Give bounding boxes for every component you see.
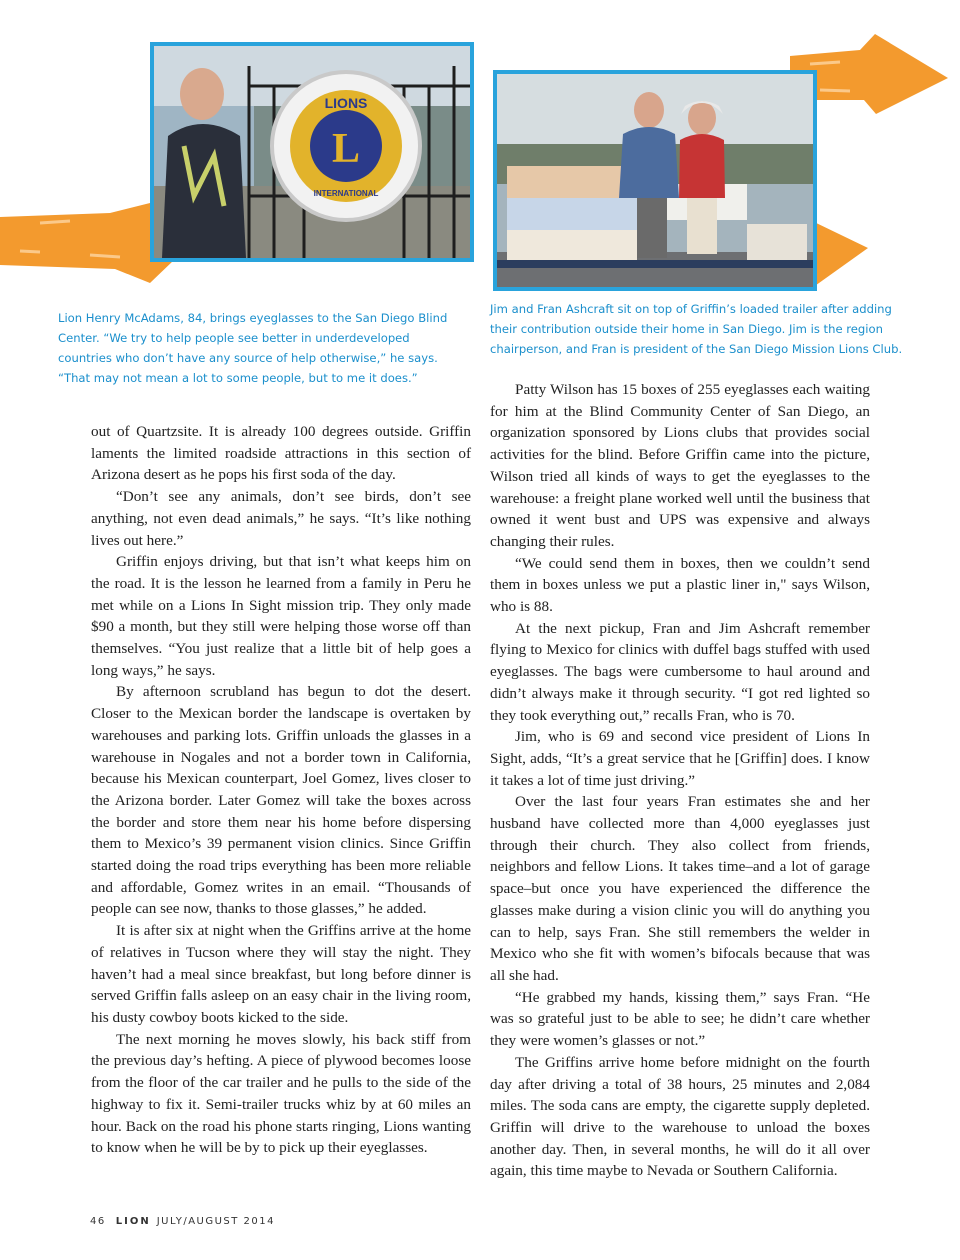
photo-ashcrafts-trailer-image — [497, 74, 813, 287]
article-paragraph: The Griffins arrive home before midnight on the fourth day after driving a total of 38 hours, 25 minutes and 2,084 miles. The soda cans are empty, the cigarette supply depleted. Griffin will drive to the warehouse to unload the boxes another day. Then, in several months, he will do it all over again, this time maybe to Nevada or Southern California. — [490, 1053, 870, 1180]
article-paragraph: “Don’t see any animals, don’t see birds, don’t see anything, not even dead animals,” he says. “It’s like nothing lives out here.” — [91, 488, 471, 549]
article-paragraph: Patty Wilson has 15 boxes of 255 eyeglasses each waiting for him at the Blind Community Center of San Diego, an organization sponsored by Lions clubs that provides social activities for the blind. Before Griffin came into the picture, Wilson tried all kinds of ways to get the eyeglasses to the warehouse: a freight plane worked well until the business that owned it went bust and UPS was expensive and always changing their rules. — [490, 381, 870, 550]
page-number: 46 — [90, 1216, 106, 1227]
page-footer — [90, 1216, 275, 1227]
photo-henry-mcadams — [150, 42, 474, 262]
article-paragraph: Over the last four years Fran estimates she and her husband have collected more than 4,000 eyeglasses just through their church. They also collect from friends, neighbors and fellow Lions. It takes time–and a lot of garage space–but once you have experienced the difference the glasses make during a vision clinic you will do anything you can to help, says Fran. She still remembers the welder in Mexico who she fit with women’s bifocals because that was all she had. — [490, 793, 870, 984]
article-left-column — [91, 421, 471, 1159]
caption-right-photo: Jim and Fran Ashcraft sit on top of Griffin’s loaded trailer after adding their contribution outside their home in San Diego. Jim is the region chairperson, and Fran is president of the San Diego Mission Lions Club. — [490, 302, 903, 356]
article-paragraph: By afternoon scrubland has begun to dot the desert. Closer to the Mexican border the landscape is overtaken by warehouses and parking lots. Griffin unloads the glasses in a warehouse in Nogales and not a border town in California, because his Mexican counterpart, Joel Gomez, lives closer to the Arizona border. Later Gomez will take the boxes across the border and store them near his home before dispersing them to Mexico’s 39 permanent vision clinics. Since Griffin started doing the road trips everything has been more reliable and affordable, Gomez writes in an email. “Thousands of people can see now, thanks to those glasses,” he added. — [91, 683, 471, 918]
issue-date: JULY/AUGUST 2014 — [156, 1216, 276, 1227]
lions-emblem-top-text: LIONS — [324, 95, 368, 111]
article-paragraph: Jim, who is 69 and second vice president of Lions In Sight, adds, “It’s a great service that he [Griffin] does. I know it takes a lot of time just driving.” — [490, 728, 870, 789]
article-right-column — [490, 379, 870, 1182]
caption-left-photo: Lion Henry McAdams, 84, brings eyeglasses to the San Diego Blind Center. “We try to help people see better in underdeveloped countries who don’t have any source of help otherwise,” he says. “That may not mean a lot to some people, but to me it does.” — [58, 311, 448, 385]
article-paragraph: It is after six at night when the Griffins arrive at the home of relatives in Tucson where they will stay the night. They haven’t had a meal since breakfast, but long before dinner is served Griffin falls asleep on an easy chair in the living room, his dusty cowboy boots kicked to the side. — [91, 922, 471, 1026]
article-paragraph: “He grabbed my hands, kissing them,” says Fran. “He was so grateful just to be able to see; he didn’t care whether they were women’s glasses or not.” — [490, 988, 870, 1050]
photo-henry-mcadams-image — [154, 46, 470, 258]
magazine-name: LION — [115, 1216, 151, 1227]
photo-ashcrafts-trailer — [493, 70, 817, 291]
article-paragraph: At the next pickup, Fran and Jim Ashcraft remember flying to Mexico for clinics with duffel bags stuffed with used eyeglasses. The bags were cumbersome to haul around and didn’t always make it through security. “I got red lighted so they took everything out,” recalls Fran, who is 70. — [490, 619, 870, 724]
lions-emblem-letter: L — [331, 126, 361, 172]
article-paragraph: out of Quartzsite. It is already 100 degrees outside. Griffin laments the limited roadside attractions in this section of Arizona desert as he pops his first soda of the day. — [91, 423, 471, 484]
lions-emblem-bottom-text: INTERNATIONAL — [313, 189, 379, 198]
article-paragraph: “We could send them in boxes, then we couldn’t send them in boxes unless we put a plastic liner in," says Wilson, who is 88. — [490, 554, 870, 616]
article-paragraph: The next morning he moves slowly, his back stiff from the previous day’s hefting. A piece of plywood becomes loose from the floor of the car trailer and he pulls to the side of the highway to fix it. Semi-trailer trucks whiz by at 60 miles an hour. Back on the road his phone starts ringing, Lions wanting to know when he will be by to pick up their eyeglasses. — [91, 1030, 471, 1157]
article-paragraph: Griffin enjoys driving, but that isn’t what keeps him on the road. It is the lesson he learned from a family in Peru he met while on a Lions In Sight mission trip. They only made $90 a month, but they still were helping those worse off than themselves. “You just realize that a little bit of help goes a long ways,” he says. — [91, 553, 471, 679]
